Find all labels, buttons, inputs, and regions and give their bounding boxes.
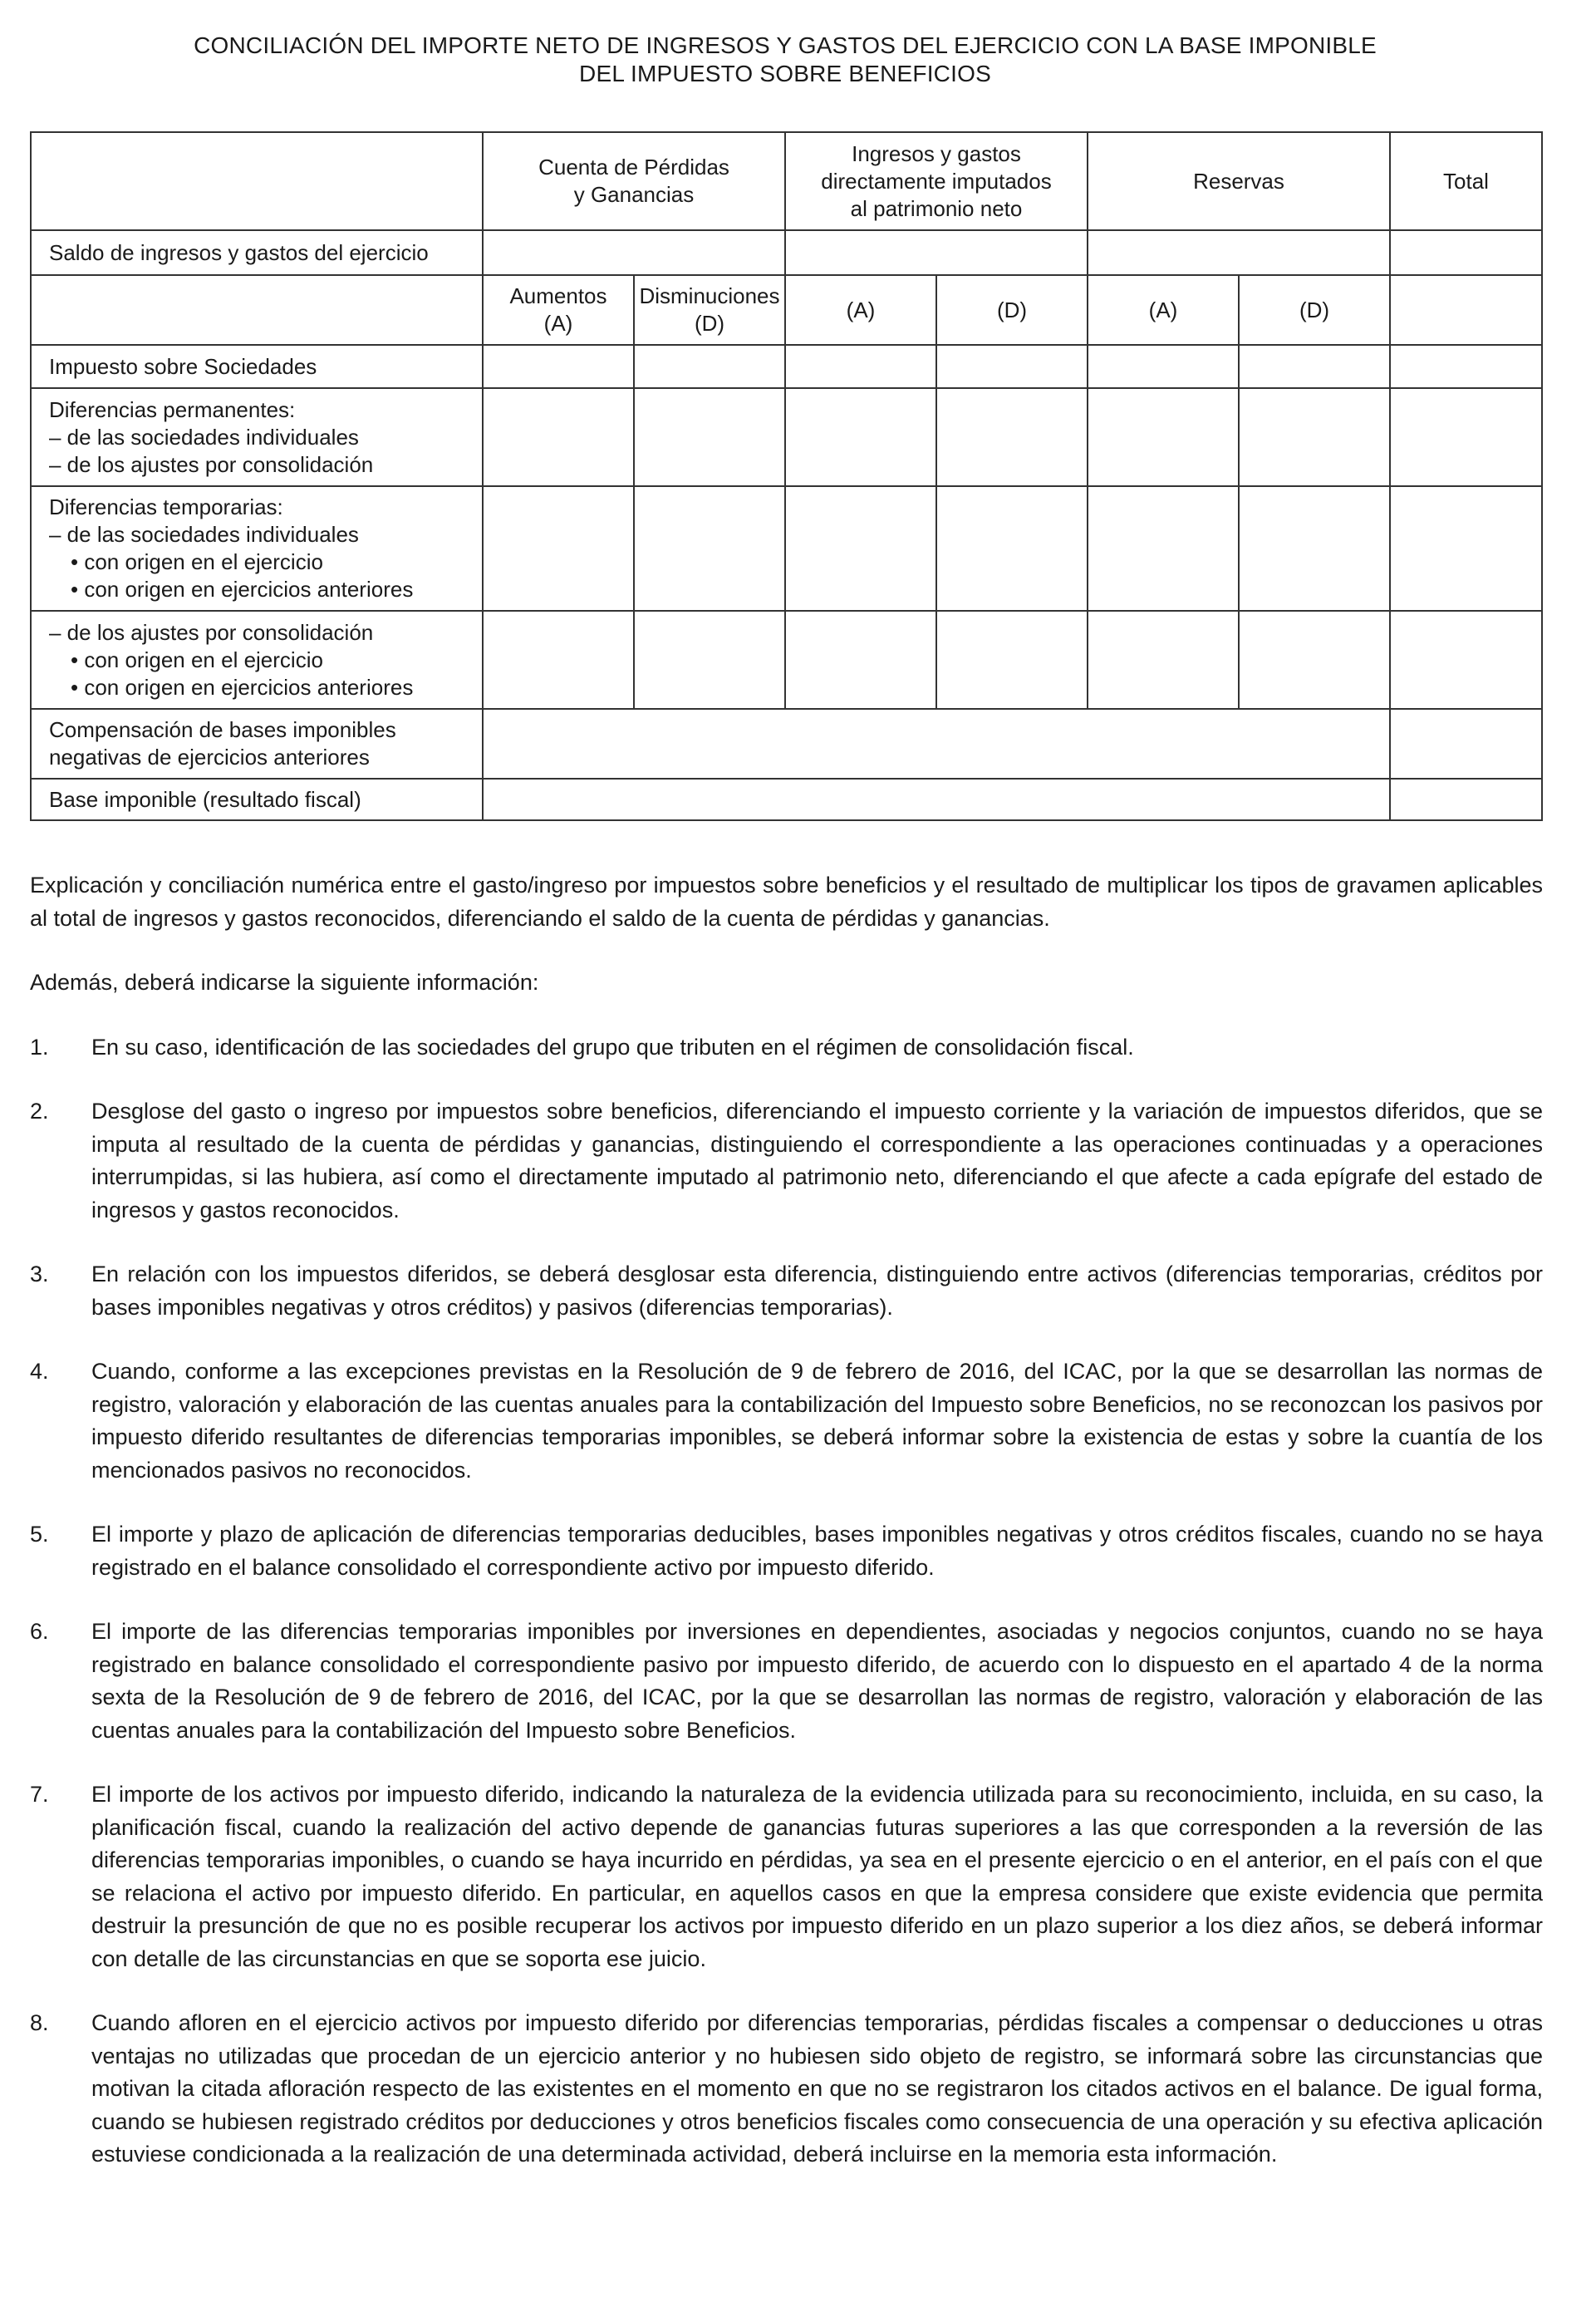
row-label-base: Base imponible (resultado fiscal) [31,779,483,820]
subheader-d: (D) [1239,275,1390,345]
table-row [31,230,1542,275]
cell [1390,230,1542,275]
title-line-1: CONCILIACIÓN DEL IMPORTE NETO DE INGRESOS Y GASTOS DEL EJERCICIO CON LA BASE IMPONIBLE [194,32,1377,58]
page-title [0,32,1570,88]
title-line-2: DEL IMPUESTO SOBRE BENEFICIOS [579,61,991,86]
cell [1088,611,1239,709]
header-patrimonio-line: al patrimonio neto [850,195,1023,221]
subheader-line: (A) [543,311,573,336]
table-row [31,388,1542,486]
row-label-line: – de los ajustes por consolidación [49,451,374,477]
list-number: 5. [30,1522,49,1547]
cell [483,709,1390,779]
cell [1239,388,1390,486]
cell [785,611,936,709]
subheader-line: (D) [694,311,725,336]
list-text: En relación con los impuestos diferidos, se deberá desglosar esta diferencia, distinguiendo entre activos (diferencias temporarias, créditos por bases imponibles negativas y otros créditos) y pasivos (diferencias temporarias). [91,1262,1543,1320]
row-label-line: Diferencias permanentes: [49,396,296,422]
list-number: 4. [30,1359,49,1384]
cell [1239,486,1390,611]
header-pyg-line: y Ganancias [573,182,695,207]
list-text: Cuando afloren en el ejercicio activos por impuesto diferido por diferencias temporarias, pérdidas fiscales a compensar o deducciones u otras ventajas no utilizadas que procedan de un ejercicio anterior y no hubiesen sido objeto de registro, se informará sobre las circunstancias que motivan la citada afloración respecto de las existentes en el momento en que no se registraron los citados activos en el balance. De igual forma, cuando se hubiesen registrado créditos por deducciones y otros beneficios fiscales como consecuencia de una operación y su efectiva aplicación estuviese condicionada a la realización de una determinada actividad, deberá incluirse en la memoria esta información. [91,2010,1543,2167]
cell [785,486,936,611]
row-label-saldo: Saldo de ingresos y gastos del ejercicio [31,230,483,275]
subheader-disminuciones [634,275,785,345]
cell [936,345,1088,388]
cell [483,611,634,709]
intro-paragraph: Explicación y conciliación numérica entre el gasto/ingreso por impuestos sobre beneficios y el resultado de multiplicar los tipos de gravamen aplicables al total de ingresos y gastos reconocidos, diferenciando el saldo de la cuenta de pérdidas y ganancias. [30,873,1543,931]
subheader-line: Aumentos [509,283,607,308]
table-row [31,345,1542,388]
cell [634,345,785,388]
header-patrimonio [785,132,1088,230]
cell [1390,779,1542,820]
cell [634,388,785,486]
list-item [30,1355,1543,1487]
subheader-aumentos [483,275,634,345]
cell [936,611,1088,709]
cell [1390,709,1542,779]
list-text: El importe de los activos por impuesto diferido, indicando la naturaleza de la evidencia utilizada para su reconocimiento, incluida, en su caso, la planificación fiscal, cuando la realización del activo depende de ganancias futuras superiores a las que corresponden a la reversión de las diferencias temporarias imponibles, o cuando se haya incurrido en pérdidas, ya sea en el presente ejercicio o en el anterior, en el país con el que se relaciona el activo por impuesto diferido. En particular, en aquellos casos en que la empresa considere que existe evidencia que permita destruir la presunción de que no es posible recuperar los activos por impuesto diferido en un plazo superior a los diez años, se deberá informar con detalle de las circunstancias en que se soporta ese juicio. [91,1782,1543,1971]
row-label-line: Diferencias temporarias: [49,494,283,519]
list-text: El importe y plazo de aplicación de diferencias temporarias deducibles, bases imponibles negativas y otros créditos fiscales, cuando no se haya registrado en el balance consolidado el correspondiente activo por impuesto diferido. [91,1522,1543,1580]
subheader-row [31,275,1542,345]
list-item [30,1518,1543,1584]
subheader-d: (D) [936,275,1088,345]
cell [1088,345,1239,388]
header-total: Total [1390,132,1542,230]
header-pyg [483,132,785,230]
subheader-a: (A) [785,275,936,345]
cell [785,388,936,486]
cell [1088,486,1239,611]
list-number: 1. [30,1034,49,1060]
cell [634,486,785,611]
cell [483,230,785,275]
cell [1239,611,1390,709]
subheader-line: Disminuciones [639,283,780,308]
list-number: 3. [30,1262,49,1286]
header-reservas: Reservas [1088,132,1390,230]
row-label-line: • con origen en ejercicios anteriores [71,577,414,602]
ademas-paragraph: Además, deberá indicarse la siguiente información: [30,970,539,995]
subheader-blank-cell [31,275,483,345]
header-blank-cell [31,132,483,230]
header-pyg-line: Cuenta de Pérdidas [538,155,729,180]
list-text: En su caso, identificación de las sociedades del grupo que tributen en el régimen de consolidación fiscal. [91,1034,1134,1060]
table-row [31,611,1542,709]
cell [785,345,936,388]
row-label-line: negativas de ejercicios anteriores [49,745,370,770]
cell [483,779,1390,820]
list-number: 2. [30,1099,49,1124]
cell [634,611,785,709]
list-item [30,1031,1543,1065]
row-label-compensacion [31,709,483,779]
list-item [30,1778,1543,1975]
row-label-line: • con origen en el ejercicio [71,647,323,672]
header-row [31,132,1542,230]
conciliation-table [30,131,1543,821]
list-number: 8. [30,2010,49,2035]
row-label-permanentes [31,388,483,486]
cell [936,388,1088,486]
cell [1239,345,1390,388]
header-patrimonio-line: Ingresos y gastos [852,140,1021,166]
list-number: 6. [30,1619,49,1644]
cell [483,345,634,388]
body-text [30,869,1543,2203]
row-label-line: – de las sociedades individuales [49,424,359,450]
table-row [31,486,1542,611]
list-item [30,2007,1543,2172]
list-text: Cuando, conforme a las excepciones previstas en la Resolución de 9 de febrero de 2016, del ICAC, por la que se desarrollan las normas de registro, valoración y elaboración de las cuentas anuales para la contabilización del Impuesto sobre Beneficios, no se reconozcan los pasivos por impuesto diferido resultantes de diferencias temporarias imponibles, se deberá informar sobre la existencia de estas y sobre la cuantía de los mencionados pasivos no reconocidos. [91,1359,1543,1483]
row-label-ajustes [31,611,483,709]
cell [1390,611,1542,709]
cell [1390,388,1542,486]
row-label-line: – de las sociedades individuales [49,522,359,547]
list-item [30,1258,1543,1324]
subheader-a: (A) [1088,275,1239,345]
list-text: El importe de las diferencias temporarias imponibles por inversiones en dependientes, asociadas y negocios conjuntos, cuando no se haya registrado en balance consolidado el correspondiente pasivo por impuesto diferido, de acuerdo con lo dispuesto en el apartado 4 de la norma sexta de la Resolución de 9 de febrero de 2016, del ICAC, por la que se desarrollan las normas de registro, valoración y elaboración de las cuentas anuales para la contabilización del Impuesto sobre Beneficios. [91,1619,1543,1743]
row-label-temporarias [31,486,483,611]
list-text: Desglose del gasto o ingreso por impuestos sobre beneficios, diferenciando el impuesto corriente y la variación de impuestos diferidos, que se imputa al resultado de la cuenta de pérdidas y ganancias, distinguiendo el correspondiente a las operaciones continuadas y a operaciones interrumpidas, si las hubiera, así como el directamente imputado al patrimonio neto, diferenciando el que afecte a cada epígrafe del estado de ingresos y gastos reconocidos. [91,1099,1543,1222]
cell [1390,275,1542,345]
row-label-line: • con origen en ejercicios anteriores [71,674,414,700]
cell [785,230,1088,275]
row-label-line: – de los ajustes por consolidación [49,619,374,645]
cell [1390,486,1542,611]
list-number: 7. [30,1782,49,1807]
cell [483,388,634,486]
row-label-line: Compensación de bases imponibles [49,717,396,742]
header-patrimonio-line: directamente imputados [821,168,1052,194]
cell [936,486,1088,611]
table-row [31,709,1542,779]
list-item [30,1616,1543,1747]
list-item [30,1095,1543,1227]
cell [483,486,634,611]
cell [1088,388,1239,486]
cell [1088,230,1390,275]
cell [1390,345,1542,388]
row-label-line: • con origen en el ejercicio [71,549,323,574]
table-row [31,779,1542,820]
row-label-impuesto: Impuesto sobre Sociedades [31,345,483,388]
